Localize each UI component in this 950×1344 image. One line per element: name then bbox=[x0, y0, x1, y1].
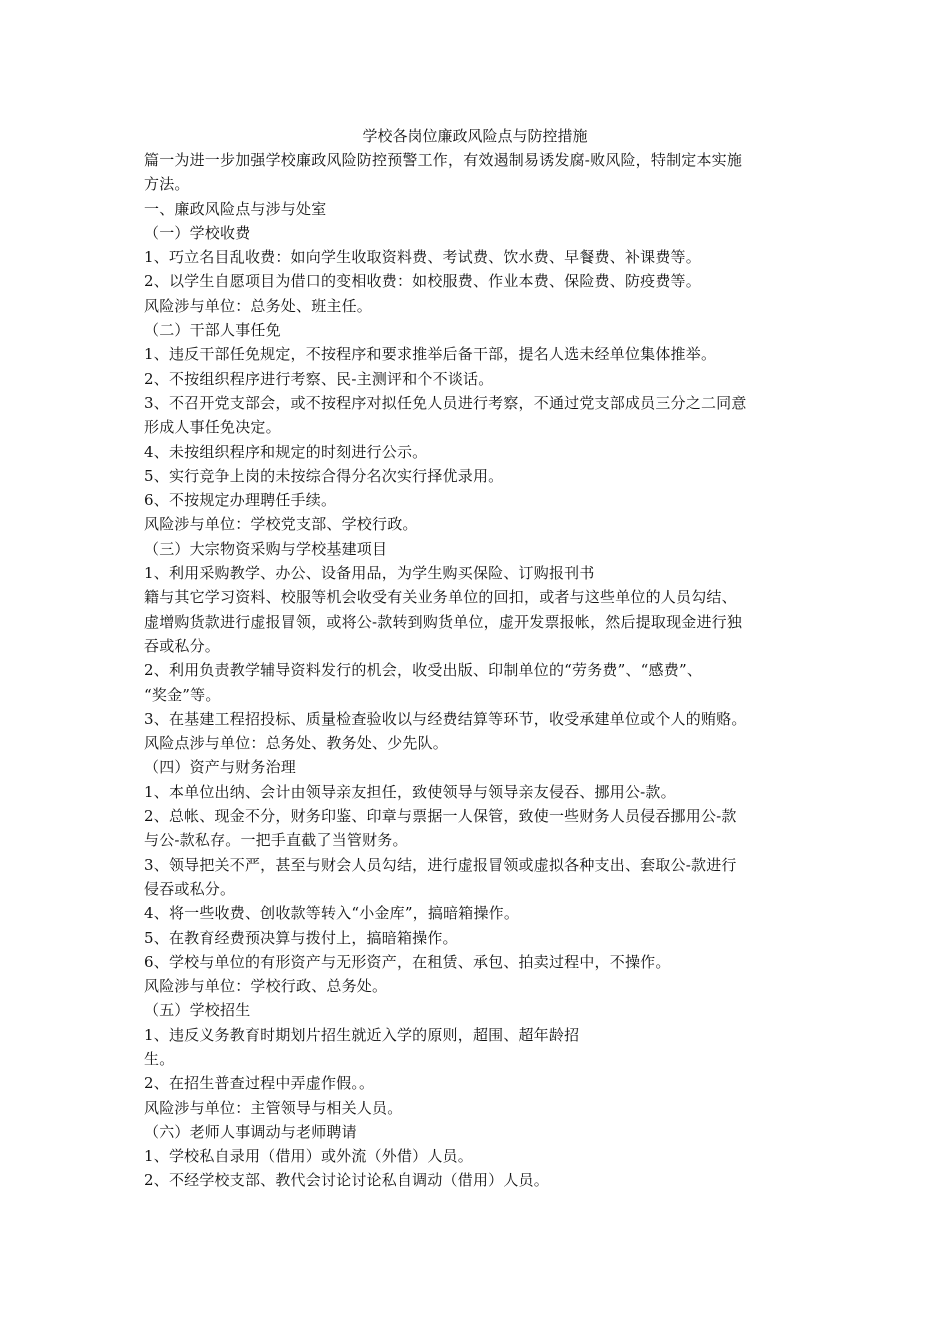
section-heading: 一、廉政风险点与涉与处室 bbox=[144, 199, 327, 218]
paragraph-line: 虚增购货款进行虚报冒领，或将公-款转到购货单位，虚开发票报帐，然后提取现金进行独 bbox=[144, 612, 743, 631]
paragraph-line: 篇一为进一步加强学校廉政风险防控预警工作，有效遏制易诱发腐-败风险，特制定本实施 bbox=[144, 151, 743, 169]
paragraph-line: 3、领导把关不严，甚至与财会人员勾结，进行虚报冒领或虚拟各种支出、套取公-款进行 bbox=[144, 855, 737, 874]
paragraph-line: “奖金”等。 bbox=[144, 685, 221, 704]
subsection-heading: （四）资产与财务治理 bbox=[144, 758, 297, 777]
paragraph-line: 1、利用采购教学、办公、设备用品，为学生购买保险、订购报刊书 bbox=[144, 564, 595, 583]
paragraph-line: 2、不按组织程序进行考察、民-主测评和个不谈话。 bbox=[144, 369, 494, 388]
paragraph-line: 4、将一些收费、创收款等转入“小金库”，搞暗箱操作。 bbox=[144, 904, 520, 923]
paragraph-line: 吞或私分。 bbox=[144, 636, 221, 655]
paragraph-line: 形成人事任免决定。 bbox=[144, 418, 281, 437]
paragraph-line: 方法。 bbox=[144, 175, 190, 194]
paragraph-line: 5、实行竞争上岗的未按综合得分名次实行择优录用。 bbox=[144, 466, 504, 485]
paragraph-line: 侵吞或私分。 bbox=[144, 879, 236, 898]
paragraph-line: 风险涉与单位：总务处、班主任。 bbox=[144, 296, 373, 315]
paragraph-line: 1、违反义务教育时期划片招生就近入学的原则，超围、超年龄招 bbox=[144, 1025, 580, 1044]
paragraph-line: 1、本单位出纳、会计由领导亲友担任，致使领导与领导亲友侵吞、挪用公-款。 bbox=[144, 782, 676, 801]
subsection-heading: （六）老师人事调动与老师聘请 bbox=[144, 1122, 357, 1141]
paragraph-line: 风险点涉与单位：总务处、教务处、少先队。 bbox=[144, 734, 449, 753]
subsection-heading: （五）学校招生 bbox=[144, 1001, 251, 1020]
subsection-heading: （二）干部人事任免 bbox=[144, 321, 281, 340]
paragraph-line: 1、学校私自录用（借用）或外流（外借）人员。 bbox=[144, 1147, 473, 1166]
paragraph-line: 2、以学生自愿项目为借口的变相收费：如校服费、作业本费、保险费、防疫费等。 bbox=[144, 272, 701, 291]
paragraph-line: 2、不经学校支部、教代会讨论讨论私自调动（借用）人员。 bbox=[144, 1171, 549, 1190]
paragraph-line: 4、未按组织程序和规定的时刻进行公示。 bbox=[144, 442, 428, 461]
paragraph-line: 与公-款私存。一把手直截了当管财务。 bbox=[144, 831, 408, 850]
paragraph-line: 6、学校与单位的有形资产与无形资产，在租赁、承包、拍卖过程中，不操作。 bbox=[144, 952, 671, 971]
paragraph-line: 5、在教育经费预决算与拨付上，搞暗箱操作。 bbox=[144, 928, 458, 947]
document-title: 学校各岗位廉政风险点与防控措施 bbox=[362, 127, 588, 145]
paragraph-line: 生。 bbox=[144, 1049, 175, 1068]
document-body bbox=[144, 148, 814, 1193]
paragraph-line: 3、在基建工程招投标、质量检查验收以与经费结算等环节，收受承建单位或个人的贿赂。 bbox=[144, 709, 747, 728]
paragraph-line: 2、利用负责教学辅导资料发行的机会，收受出版、印制单位的“劳务费”、“感费”、 bbox=[144, 661, 703, 680]
paragraph-line: 1、违反干部任免规定，不按程序和要求推举后备干部，提名人选未经单位集体推举。 bbox=[144, 345, 717, 364]
paragraph-line: 风险涉与单位：学校行政、总务处。 bbox=[144, 977, 388, 996]
subsection-heading: （三）大宗物资采购与学校基建项目 bbox=[144, 539, 388, 558]
paragraph-line: 2、总帐、现金不分，财务印鉴、印章与票据一人保管，致使一些财务人员侵吞挪用公-款 bbox=[144, 807, 737, 826]
paragraph-line: 籍与其它学习资料、校服等机会收受有关业务单位的回扣，或者与这些单位的人员勾结、 bbox=[144, 588, 737, 607]
paragraph-line: 1、巧立名目乱收费：如向学生收取资料费、考试费、饮水费、早餐费、补课费等。 bbox=[144, 248, 701, 267]
paragraph-line: 风险涉与单位：主管领导与相关人员。 bbox=[144, 1098, 403, 1117]
paragraph-line: 风险涉与单位：学校党支部、学校行政。 bbox=[144, 515, 418, 534]
paragraph-line: 6、不按规定办理聘任手续。 bbox=[144, 491, 337, 510]
paragraph-line: 3、不召开党支部会，或不按程序对拟任免人员进行考察，不通过党支部成员三分之二同意 bbox=[144, 393, 747, 412]
subsection-heading: （一）学校收费 bbox=[144, 223, 251, 242]
paragraph-line: 2、在招生普查过程中弄虚作假。。 bbox=[144, 1074, 375, 1093]
